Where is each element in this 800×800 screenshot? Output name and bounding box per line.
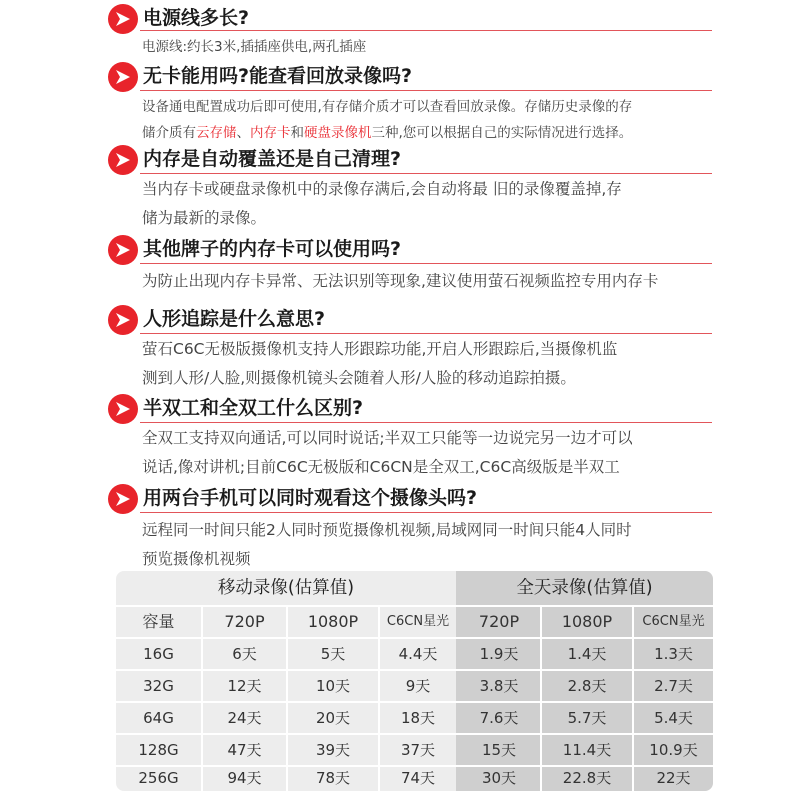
col-header-720p-allday: 720P [478,612,520,631]
storage-estimate-table [116,571,713,791]
answer-line: 测到人形/人脸,则摄像机镜头会随着人形/人脸的移动追踪拍摄。 [142,369,576,387]
col-header-1080p-allday: 1080P [561,612,613,631]
faq-question-row [0,303,800,337]
col-header-1080p: 1080P [307,612,359,631]
faq-question-row [0,482,800,516]
cell-motion-1080p: 39天 [315,741,351,759]
faq-question: 用两台手机可以同时观看这个摄像头吗? [143,487,478,509]
arrow-badge-icon [108,394,138,424]
divider [140,422,712,423]
cell-allday-1080p: 11.4天 [562,741,612,759]
cell-motion-720p: 94天 [227,769,262,787]
answer-line: 设备通电配置成功后即可使用,有存储介质才可以查看回放录像。存储历史录像的存 [142,99,633,115]
cell-allday-c6cn: 1.3天 [654,645,693,663]
col-header-720p: 720P [224,612,265,631]
cell-motion-1080p: 20天 [315,709,351,727]
cell-capacity: 16G [143,645,174,663]
faq-question: 电源线多长? [143,7,250,29]
divider [140,512,712,513]
col-header-capacity: 容量 [142,612,175,631]
arrow-badge-icon [108,62,138,92]
divider [140,173,712,174]
highlight-memory-card: 内存卡 [250,125,291,141]
group-header-allday: 全天录像(估算值) [516,578,653,598]
table-row-32g [116,671,713,701]
cell-allday-1080p: 1.4天 [567,645,607,663]
cell-allday-1080p: 5.7天 [567,709,607,727]
cell-allday-c6cn: 2.7天 [654,677,693,695]
faq-question: 内存是自动覆盖还是自己清理? [143,148,402,170]
answer-line: 储介质有云存储、内存卡和硬盘录像机三种,您可以根据自己的实际情况进行选择。 [142,125,633,141]
cell-allday-c6cn: 5.4天 [654,709,693,727]
faq-question: 半双工和全双工什么区别? [143,397,364,419]
faq-question-row [0,392,800,426]
answer-line: 预览摄像机视频 [142,550,251,568]
answer-line: 当内存卡或硬盘录像机中的录像存满后,会自动将最 旧的录像覆盖掉,存 [142,180,622,198]
faq-question-row [0,143,800,177]
cell-motion-c6cn: 74天 [400,769,436,787]
faq-question-row [0,60,800,94]
answer-line: 说话,像对讲机;目前C6C无极版和C6CN是全双工,C6C高级版是半双工 [142,458,620,476]
cell-motion-720p: 12天 [227,677,262,695]
cell-allday-c6cn: 22天 [656,769,691,787]
answer-line: 电源线:约长3米,插插座供电,两孔插座 [142,39,367,55]
faq-question: 人形追踪是什么意思? [143,308,326,330]
cell-motion-720p: 6天 [232,645,257,663]
cell-allday-1080p: 22.8天 [562,769,612,787]
faq-answer [142,516,712,574]
faq-answer [142,424,712,482]
cell-motion-1080p: 10天 [315,677,351,695]
cell-motion-c6cn: 4.4天 [398,645,438,663]
arrow-badge-icon [108,484,138,514]
cell-motion-720p: 24天 [227,709,262,727]
faq-answer [142,335,712,393]
cell-motion-c6cn: 37天 [400,741,436,759]
answer-line: 远程同一时间只能2人同时预览摄像机视频,局域网同一时间只能4人同时 [142,521,632,539]
arrow-badge-icon [108,4,138,34]
faq-question-row [0,233,800,267]
cell-motion-720p: 47天 [227,741,262,759]
faq-answer [142,267,712,296]
cell-allday-720p: 15天 [481,741,517,759]
cell-capacity: 128G [138,741,179,759]
cell-capacity: 32G [143,677,174,695]
highlight-nvr: 硬盘录像机 [304,125,372,141]
faq-question: 其他牌子的内存卡可以使用吗? [143,238,402,260]
faq-answer [142,175,712,233]
answer-line: 萤石C6C无极版摄像机支持人形跟踪功能,开启人形跟踪后,当摄像机监 [142,340,618,358]
cell-allday-720p: 7.6天 [479,709,519,727]
answer-line: 储为最新的录像。 [142,209,267,227]
table-column-header [116,607,713,637]
cell-allday-720p: 3.8天 [479,677,519,695]
cell-motion-c6cn: 18天 [400,709,436,727]
cell-allday-720p: 30天 [481,769,517,787]
cell-motion-1080p: 78天 [315,769,351,787]
cell-capacity: 256G [138,769,179,787]
faq-answer [142,34,712,60]
cell-capacity: 64G [143,709,174,727]
col-header-c6cn: C6CN星光 [386,614,450,629]
group-header-motion: 移动录像(估算值) [217,578,355,598]
table-group-header [116,571,713,605]
answer-line: 为防止出现内存卡异常、无法识别等现象,建议使用萤石视频监控专用内存卡 [142,272,659,290]
arrow-badge-icon [108,305,138,335]
col-header-c6cn-allday: C6CN星光 [642,614,705,629]
divider [140,333,712,334]
faq-question: 无卡能用吗?能查看回放录像吗? [143,65,413,87]
divider [140,90,712,91]
divider [140,263,712,264]
faq-answer [142,94,712,146]
arrow-badge-icon [108,145,138,175]
cell-allday-720p: 1.9天 [479,645,519,663]
table-row-256g [116,765,713,791]
cell-allday-c6cn: 10.9天 [649,741,698,759]
table-row-128g [116,735,713,765]
arrow-badge-icon [108,235,138,265]
cell-motion-c6cn: 9天 [405,677,431,695]
table-row-16g [116,639,713,669]
cell-motion-1080p: 5天 [320,645,346,663]
cell-allday-1080p: 2.8天 [567,677,607,695]
answer-line: 全双工支持双向通话,可以同时说话;半双工只能等一边说完另一边才可以 [142,429,633,447]
divider [140,30,712,31]
highlight-cloud-storage: 云存储 [196,125,237,141]
table-row-64g [116,703,713,733]
